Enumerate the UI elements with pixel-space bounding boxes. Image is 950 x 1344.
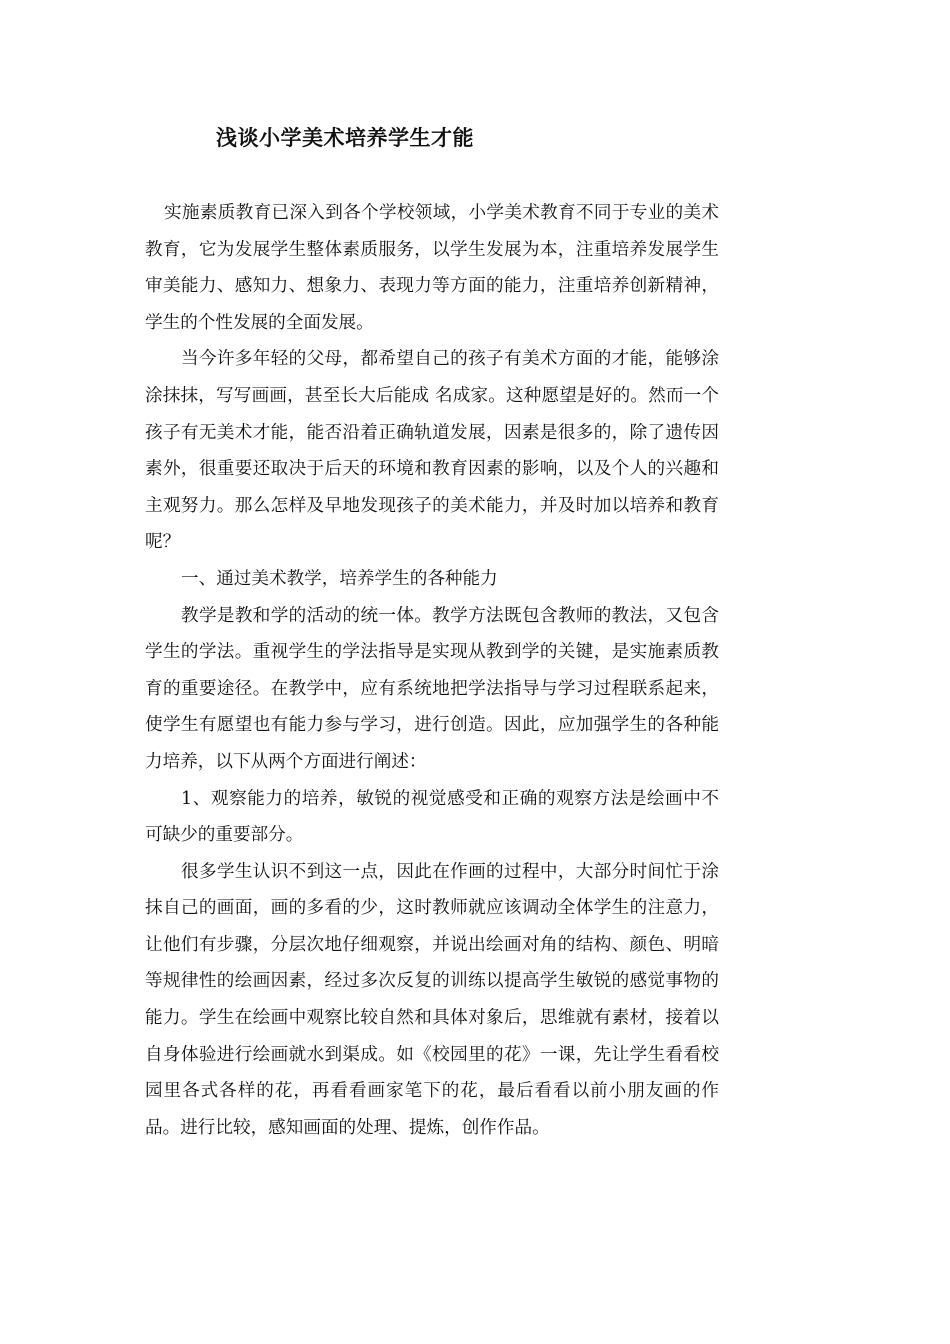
paragraph-observation: 1、观察能力的培养，敏锐的视觉感受和正确的观察方法是绘画中不可缺少的重要部分。 — [145, 788, 719, 846]
document-body — [145, 195, 719, 1146]
document-title: 浅谈小学美术培养学生才能 — [216, 125, 474, 150]
section-heading-1: 一、通过美术教学，培养学生的各种能力 — [181, 568, 498, 589]
paragraph-teaching: 教学是教和学的活动的统一体。教学方法既包含教师的教法，又包含学生的学法。重视学生的学法指导是实现从教到学的关键，是实施素质教育的重要途径。在教学中，应有系统地把学法指导与学习过程联系起来，使学生有愿望也有能力参与学习，进行创造。因此，应加强学生的各种能力培养，以下从两个方面进行阐述： — [145, 605, 719, 772]
paragraph-students: 很多学生认识不到这一点，因此在作画的过程中，大部分时间忙于涂抹自己的画面，画的多看的少，这时教师就应该调动全体学生的注意力，让他们有步骤，分层次地仔细观察，并说出绘画对角的结构、颜色、明暗等规律性的绘画因素，经过多次反复的训练以提高学生敏锐的感觉事物的能力。学生在绘画中观察比较自然和具体对象后，思维就有素材，接着以自身体验进行绘画就水到渠成。如《校园里的花》一课，先让学生看看校园里各式各样的花，再看看画家笔下的花，最后看看以前小朋友画的作品。进行比较，感知画面的处理、提炼，创作作品。 — [145, 861, 719, 1138]
paragraph-parents: 当今许多年轻的父母，都希望自己的孩子有美术方面的才能，能够涂涂抹抹，写写画画，甚至长大后能成 名成家。这种愿望是好的。然而一个孩子有无美术才能，能否沿着正确轨道发展，因素是很多的，除了遗传因 素外，很重要还取决于后天的环境和教育因素的影响，以及个人的兴趣和主观努力。那么怎样及早地发现孩子的美术能力，并及时加以培养和教育呢？ — [145, 349, 719, 553]
paragraph-intro: 实施素质教育已深入到各个学校领域，小学美术教育不同于专业的美术教育，它为发展学生整体素质服务，以学生发展为本，注重培养发展学生审美能力、感知力、想象力、表现力等方面的能力，注重培养创新精神，学生的个性发展的全面发展。 — [145, 203, 719, 333]
